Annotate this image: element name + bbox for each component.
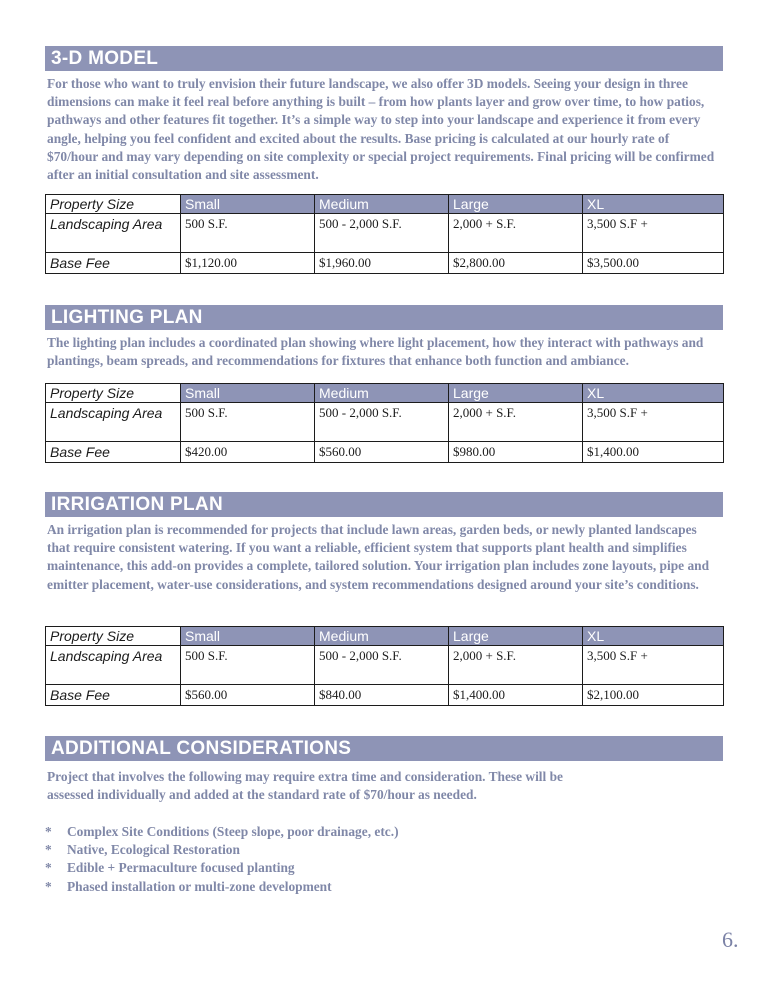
section-3d-model — [45, 46, 723, 184]
section-title: IRRIGATION PLAN — [45, 492, 723, 517]
list-item — [45, 859, 399, 877]
row-label: Landscaping Area — [46, 403, 181, 442]
table-cell: $420.00 — [181, 442, 315, 463]
table-header-row — [46, 195, 724, 214]
table-cell: 2,000 + S.F. — [449, 214, 583, 253]
header-cell: Large — [449, 384, 583, 403]
section-title: 3-D MODEL — [45, 46, 723, 71]
table-cell: 500 S.F. — [181, 214, 315, 253]
row-label: Base Fee — [46, 685, 181, 706]
bullet-asterisk: * — [45, 860, 52, 876]
header-cell: Medium — [315, 195, 449, 214]
header-cell: Property Size — [46, 627, 181, 646]
table-row — [46, 646, 724, 685]
header-cell: XL — [583, 195, 724, 214]
header-cell: Medium — [315, 384, 449, 403]
table-row — [46, 442, 724, 463]
section-description: The lighting plan includes a coordinated plan showing where light placement, how they interact with pathways and plantings, beam spreads, and recommendations for fixtures that enhance both function and ambiance. — [47, 335, 704, 369]
table-cell: 3,500 S.F + — [583, 403, 724, 442]
table-cell: 2,000 + S.F. — [449, 403, 583, 442]
table-row — [46, 403, 724, 442]
table-cell: $1,960.00 — [315, 253, 449, 274]
table-cell: 500 S.F. — [181, 646, 315, 685]
table-cell: 2,000 + S.F. — [449, 646, 583, 685]
table-cell: $2,100.00 — [583, 685, 724, 706]
table-header-row — [46, 384, 724, 403]
list-item — [45, 878, 399, 896]
table-cell: $1,120.00 — [181, 253, 315, 274]
header-cell: Large — [449, 195, 583, 214]
list-item-text: Native, Ecological Restoration — [67, 842, 240, 858]
list-item — [45, 841, 399, 859]
row-label: Base Fee — [46, 253, 181, 274]
header-cell: Medium — [315, 627, 449, 646]
table-row — [46, 685, 724, 706]
table-cell: 500 - 2,000 S.F. — [315, 403, 449, 442]
pricing-table-3d-model — [45, 194, 724, 274]
header-cell: XL — [583, 384, 724, 403]
header-cell: Property Size — [46, 195, 181, 214]
table-cell: 500 - 2,000 S.F. — [315, 214, 449, 253]
pricing-table-lighting — [45, 383, 724, 463]
table-cell: $3,500.00 — [583, 253, 724, 274]
table-cell: 500 - 2,000 S.F. — [315, 646, 449, 685]
bullet-asterisk: * — [45, 842, 52, 858]
table-row — [46, 214, 724, 253]
row-label: Base Fee — [46, 442, 181, 463]
list-item-text: Phased installation or multi-zone development — [67, 878, 332, 894]
row-label: Landscaping Area — [46, 214, 181, 253]
section-title: ADDITIONAL CONSIDERATIONS — [45, 736, 723, 761]
section-description: For those who want to truly envision their future landscape, we also offer 3D models. Seeing your design in three dimensions can make it feel real before anything is built – from how plants layer and grow over time, to how patios, pathways and other features fit together. It’s a simple way to step into your landscape and experience it from every angle, helping you feel confident and excited about the results. Base pricing is calculated at our hourly rate of $70/hour and may vary depending on site complexity or special project requirements. Final pricing will be confirmed after an initial consultation and site assessment. — [47, 76, 715, 183]
table-cell: $560.00 — [181, 685, 315, 706]
header-cell: Large — [449, 627, 583, 646]
table-cell: 3,500 S.F + — [583, 214, 724, 253]
section-irrigation-plan — [45, 492, 723, 594]
table-cell: $560.00 — [315, 442, 449, 463]
description-line: assessed individually and added at the standard rate of $70/hour as needed. — [47, 787, 477, 803]
section-description — [47, 768, 723, 804]
section-description: An irrigation plan is recommended for projects that include lawn areas, garden beds, or newly planted landscapes that require consistent watering. If you want a reliable, efficient system that supports plant health and simplifies maintenance, this add-on provides a complete, tailored solution. Your irrigation plan includes zone layouts, pipe and emitter placement, water-use considerations, and system recommendations designed around your site’s conditions. — [47, 522, 710, 592]
section-additional-considerations — [45, 736, 723, 804]
table-cell: 500 S.F. — [181, 403, 315, 442]
section-title: LIGHTING PLAN — [45, 305, 723, 330]
header-cell: Property Size — [46, 384, 181, 403]
table-cell: $1,400.00 — [583, 442, 724, 463]
considerations-list — [45, 823, 399, 896]
list-item-text: Edible + Permaculture focused planting — [67, 860, 295, 876]
row-label: Landscaping Area — [46, 646, 181, 685]
section-lighting-plan — [45, 305, 723, 370]
table-cell: $1,400.00 — [449, 685, 583, 706]
header-cell: Small — [181, 195, 315, 214]
list-item-text: Complex Site Conditions (Steep slope, poor drainage, etc.) — [67, 824, 399, 839]
table-cell: $2,800.00 — [449, 253, 583, 274]
list-item — [45, 823, 399, 841]
header-cell: Small — [181, 627, 315, 646]
table-cell: 3,500 S.F + — [583, 646, 724, 685]
table-cell: $840.00 — [315, 685, 449, 706]
table-row — [46, 253, 724, 274]
header-cell: Small — [181, 384, 315, 403]
description-line: Project that involves the following may require extra time and consideration. These will be — [47, 769, 563, 784]
table-cell: $980.00 — [449, 442, 583, 463]
bullet-asterisk: * — [45, 824, 52, 839]
table-header-row — [46, 627, 724, 646]
bullet-asterisk: * — [45, 878, 52, 894]
header-cell: XL — [583, 627, 724, 646]
page-number: 6. — [722, 927, 739, 952]
pricing-table-irrigation — [45, 626, 724, 706]
